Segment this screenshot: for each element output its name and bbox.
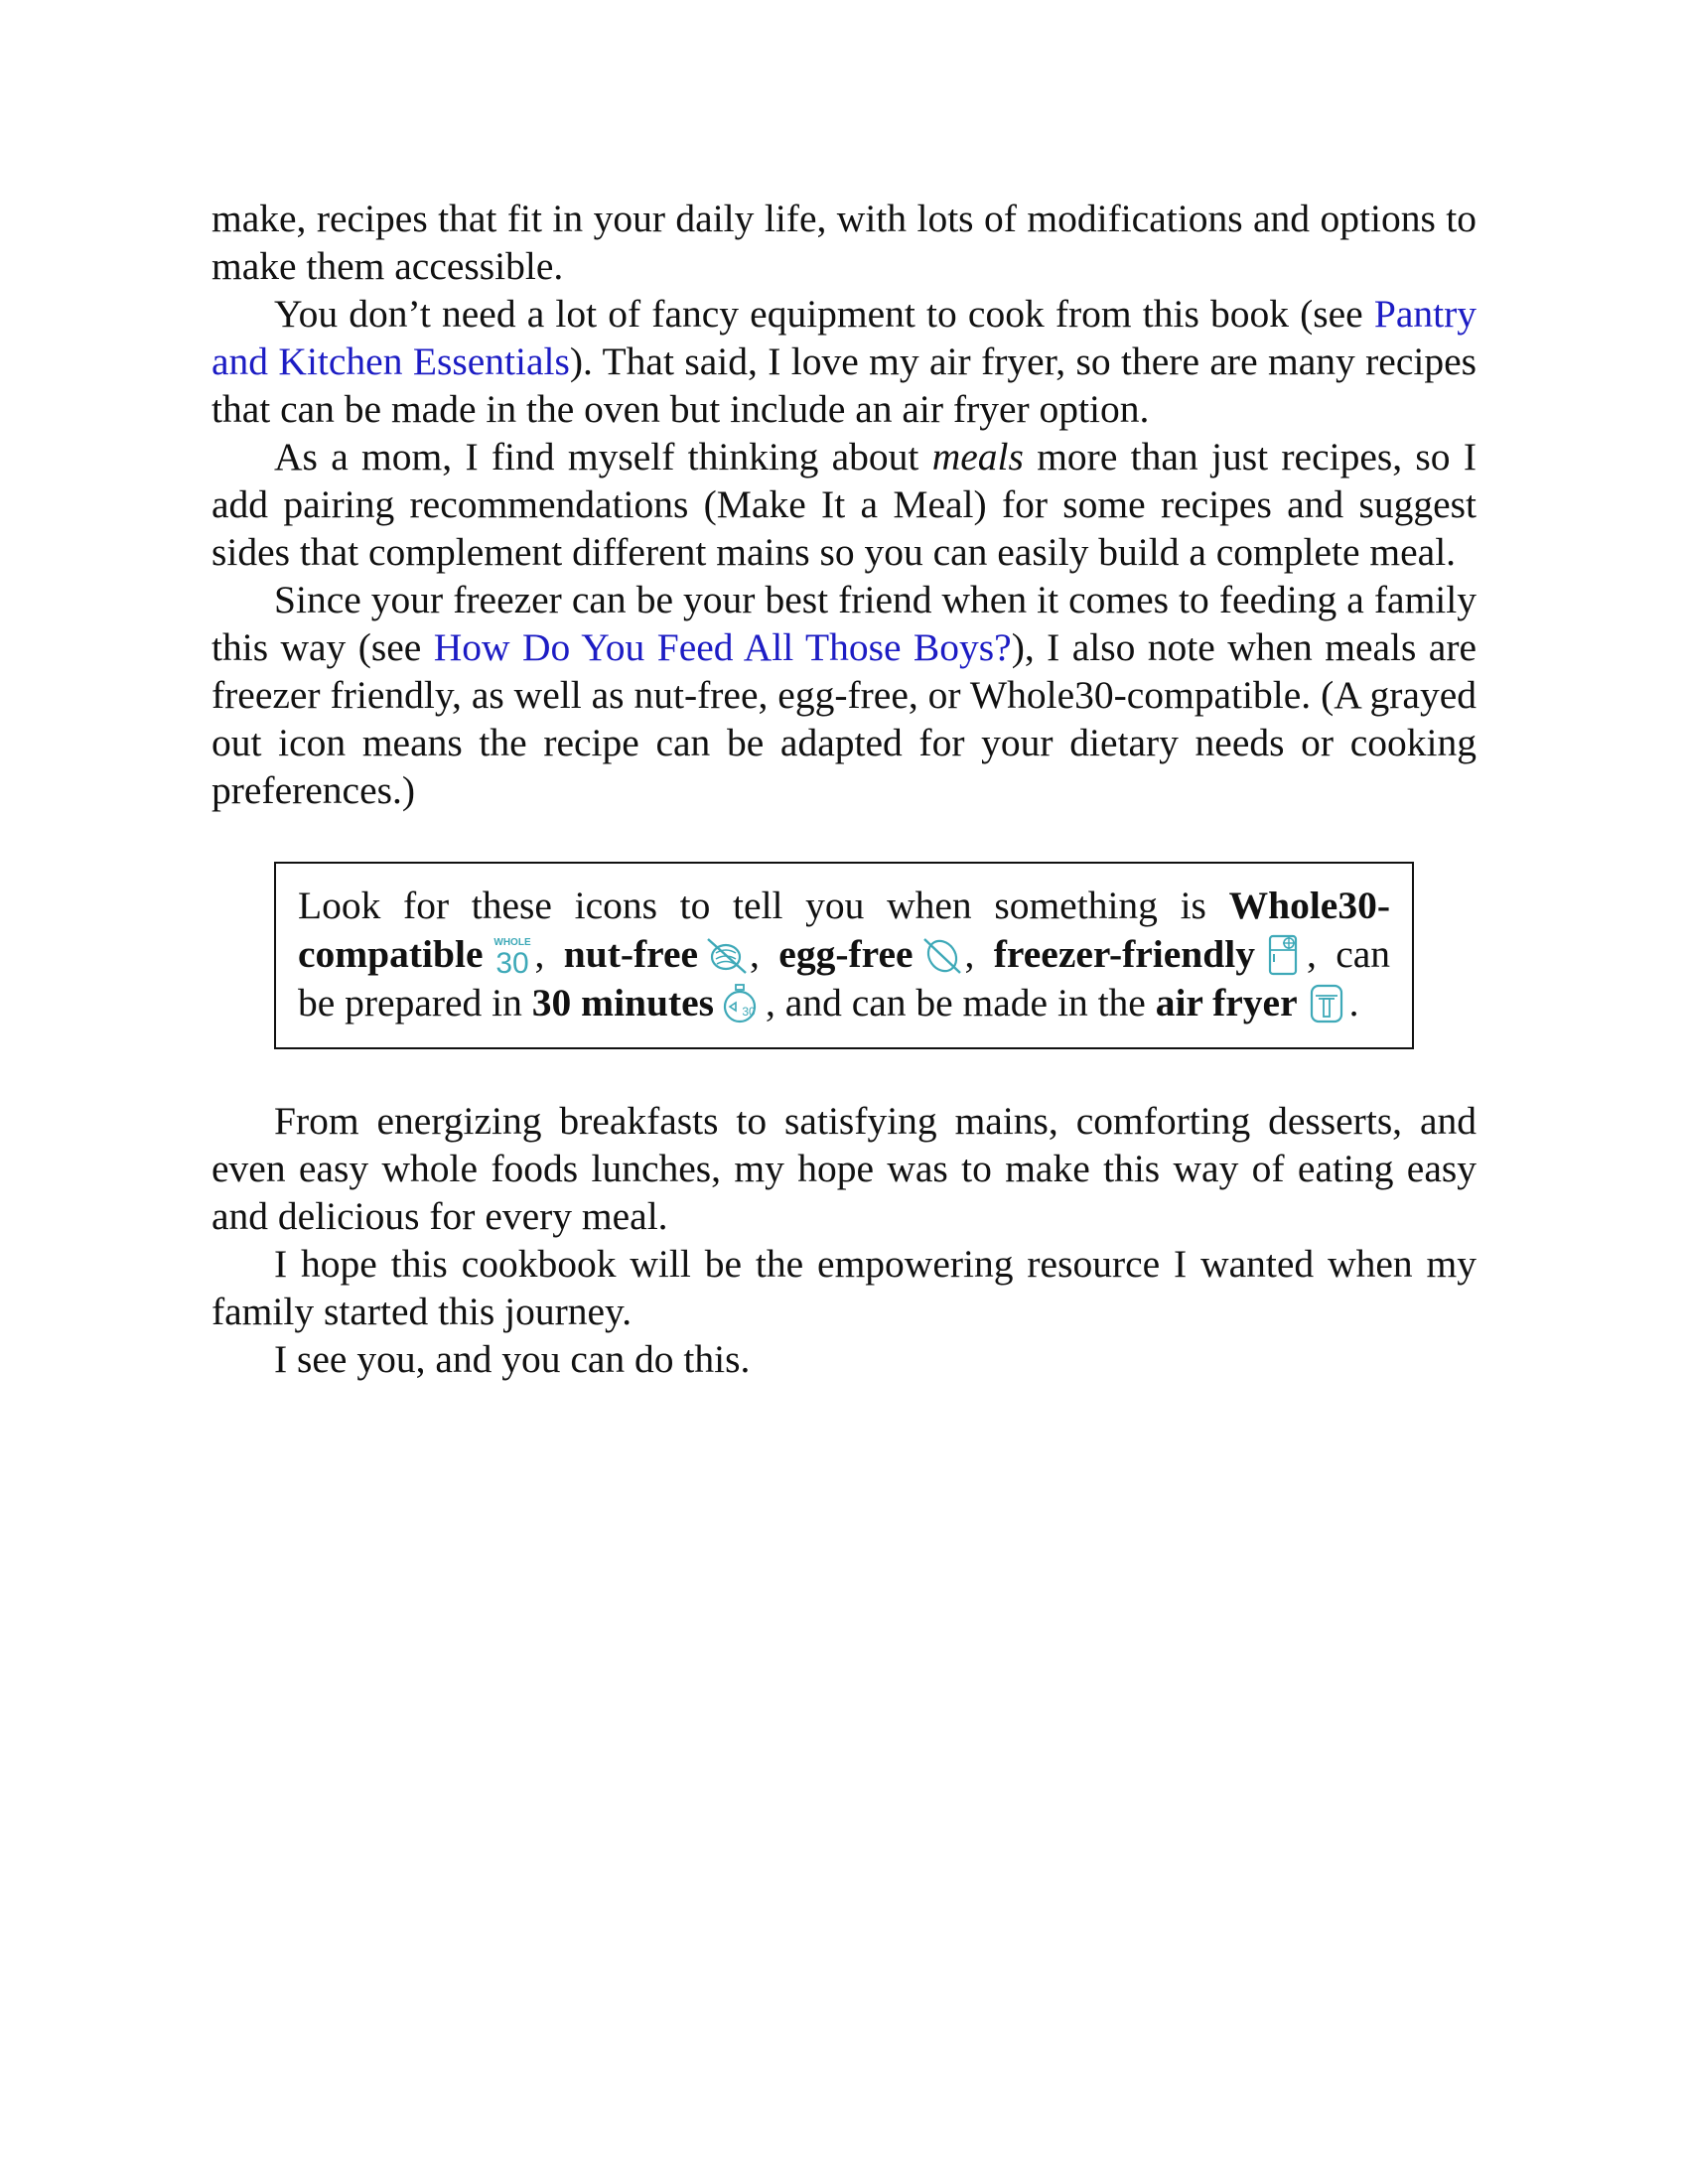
paragraph-2 [211,290,1477,433]
label-30-minutes: 30 minutes [531,981,715,1024]
paragraph-6 [211,1240,1477,1335]
icon-legend-callout [274,862,1414,1049]
paragraph-4 [211,576,1477,814]
callout-text [298,882,1390,1027]
callout-sep-5: , and can be made in the [766,981,1156,1024]
thirty-minutes-icon [720,982,766,1025]
paragraph-3-text-b: more than just recipes, so I add pairing recommendations (Make It a Meal) for some recipes and suggest sides that complement different mains so you can easily build a complete meal. [211,435,1477,574]
nut-free-icon [704,933,750,977]
paragraph-1-text: make, recipes that fit in your daily life, with lots of modifications and options to make them accessible. [211,197,1477,288]
paragraph-5 [211,1097,1477,1240]
freezer-friendly-icon [1261,933,1307,977]
label-freezer-friendly: freezer-friendly [993,932,1255,976]
callout-sep-2: , [750,932,779,976]
svg-text:WHOLE: WHOLE [492,937,531,948]
callout-sep-3: , [964,932,994,976]
paragraph-2-text-a: You don’t need a lot of fancy equipment to cook from this book (see [274,292,1374,336]
whole30-icon [490,933,535,977]
paragraph-7-text: I see you, and you can do this. [274,1337,751,1381]
svg-text:30: 30 [742,1005,756,1019]
paragraph-1 [211,195,1477,290]
paragraph-4-text-a: Since your freezer can be your best friend when it comes to feeding a family this way (see [211,578,1477,669]
paragraph-5-text: From energizing breakfasts to satisfying mains, comforting desserts, and even easy whole foods lunches, my hope was to make this way of eating easy and delicious for every meal. [211,1099,1477,1238]
paragraph-3-text-a: As a mom, I find myself thinking about [274,435,932,478]
page-content [211,195,1477,1383]
label-nut-free: nut-free [563,932,699,976]
label-whole30: Whole30-compatible [298,884,1390,976]
paragraph-2-text-b: ). That said, I love my air fryer, so there are many recipes that can be made in the oven but include an air fryer option. [211,340,1477,431]
callout-sep-4: , can be prepared in [298,932,1391,1024]
paragraph-3 [211,433,1477,576]
svg-text:30: 30 [494,947,529,977]
link-feed-all-those-boys[interactable]: How Do You Feed All Those Boys? [433,625,1012,669]
callout-end: . [1348,981,1359,1024]
paragraph-3-emphasis: meals [931,435,1024,478]
paragraph-7 [211,1335,1477,1383]
air-fryer-icon [1304,982,1349,1025]
egg-free-icon [919,933,965,977]
callout-intro: Look for these icons to tell you when something is [298,884,1229,927]
paragraph-4-text-b: ), I also note when meals are freezer friendly, as well as nut-free, egg-free, or Whole30-compatible. (A grayed out icon means the recipe can be adapted for your dietary needs or cooking preferences.) [211,625,1477,812]
label-air-fryer: air fryer [1155,981,1298,1024]
label-egg-free: egg-free [778,932,914,976]
link-pantry-kitchen-essentials[interactable]: Pantry and Kitchen Essentials [211,292,1477,383]
paragraph-6-text: I hope this cookbook will be the empowering resource I wanted when my family started this journey. [211,1242,1477,1333]
callout-sep-1: , [534,932,564,976]
